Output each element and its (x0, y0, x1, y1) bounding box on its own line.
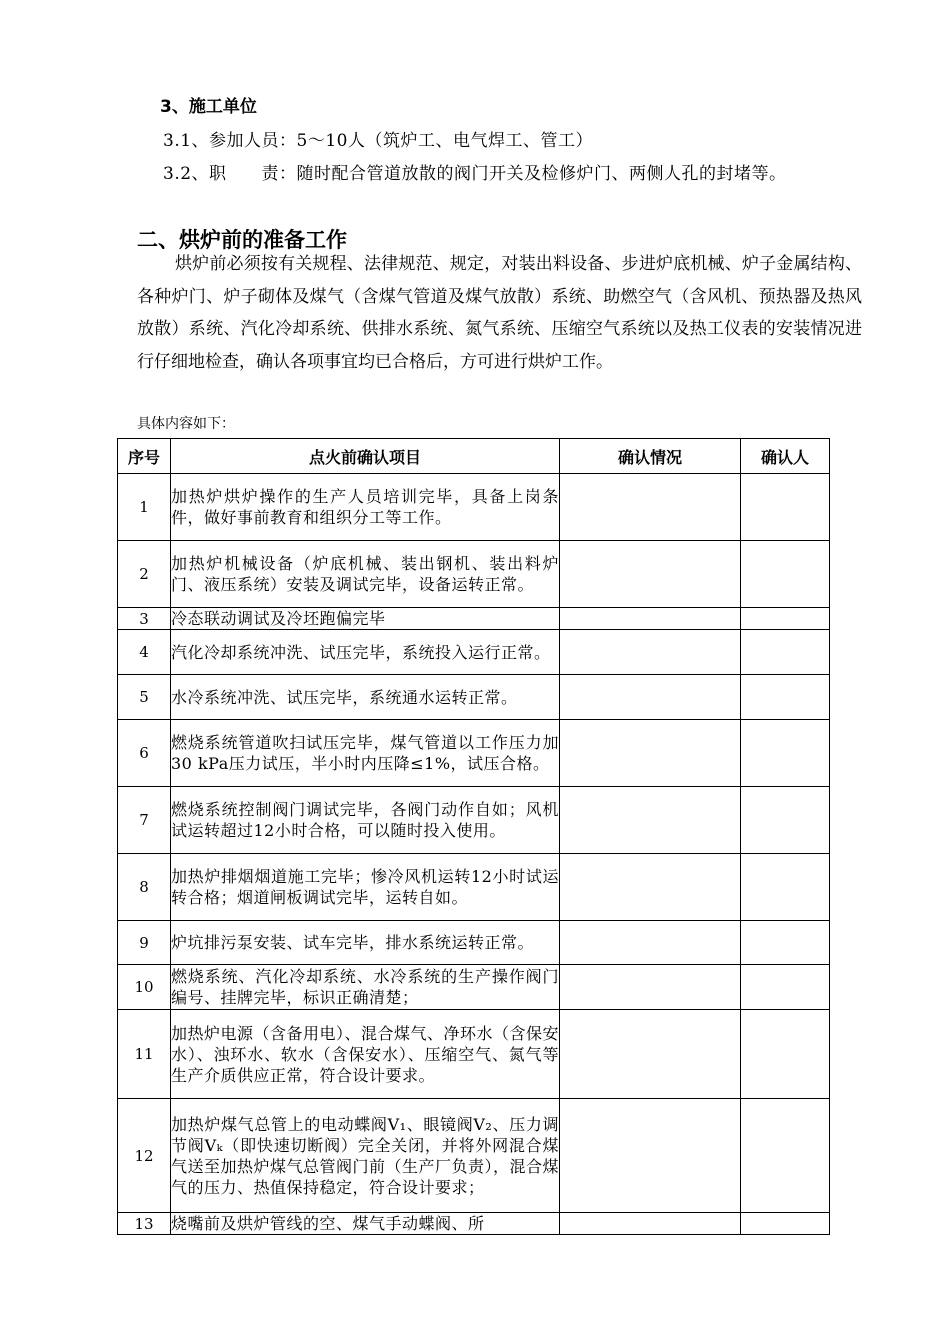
participants-line: 3.1、参加人员：5～10人（筑炉工、电气焊工、管工） (163, 131, 593, 151)
row-confirmer-cell[interactable] (741, 541, 830, 608)
row-status-cell[interactable] (560, 854, 741, 921)
row-number: 3 (118, 608, 171, 630)
row-item: 燃烧系统控制阀门调试完毕，各阀门动作自如；风机试运转超过12小时合格，可以随时投入使用。 (171, 787, 560, 854)
row-confirmer-cell[interactable] (741, 630, 830, 675)
row-status-cell[interactable] (560, 1213, 741, 1235)
section-heading-construction-unit: 3、施工单位 (160, 97, 257, 117)
row-item: 水冷系统冲洗、试压完毕，系统通水运转正常。 (171, 675, 560, 720)
row-number: 9 (118, 921, 171, 965)
row-status-cell[interactable] (560, 965, 741, 1010)
row-confirmer-cell[interactable] (741, 965, 830, 1010)
row-number: 11 (118, 1010, 171, 1099)
responsibilities-line: 3.2、职 责：随时配合管道放散的阀门开关及检修炉门、两侧人孔的封堵等。 (163, 164, 787, 184)
preparation-paragraph: 烘炉前必须按有关规程、法律规范、规定，对装出料设备、步进炉底机械、炉子金属结构、各种炉门、炉子砌体及煤气（含煤气管道及煤气放散）系统、助燃空气（含风机、预热器及热风放散）系统、汽化冷却系统、供排水系统、氮气系统、压缩空气系统以及热工仪表的安装情况进行仔细地检查，确认各项事宜均已合格后，方可进行烘炉工作。 (137, 254, 862, 372)
row-confirmer-cell[interactable] (741, 921, 830, 965)
table-row (118, 921, 830, 965)
row-confirmer-cell[interactable] (741, 720, 830, 787)
row-confirmer-cell[interactable] (741, 787, 830, 854)
section-heading-preparation: 二、烘炉前的准备工作 (137, 228, 347, 252)
row-status-cell[interactable] (560, 921, 741, 965)
row-confirmer-cell[interactable] (741, 1213, 830, 1235)
row-item: 加热炉烘炉操作的生产人员培训完毕，具备上岗条件，做好事前教育和组织分工等工作。 (171, 474, 560, 541)
row-item: 冷态联动调试及冷坯跑偏完毕 (171, 608, 560, 630)
row-status-cell[interactable] (560, 474, 741, 541)
row-number: 10 (118, 965, 171, 1010)
row-item: 炉坑排污泵安装、试车完毕，排水系统运转正常。 (171, 921, 560, 965)
header-status: 确认情况 (560, 439, 741, 474)
row-number: 7 (118, 787, 171, 854)
row-number: 4 (118, 630, 171, 675)
row-status-cell[interactable] (560, 787, 741, 854)
row-confirmer-cell[interactable] (741, 854, 830, 921)
row-number: 6 (118, 720, 171, 787)
row-item: 燃烧系统管道吹扫试压完毕，煤气管道以工作压力加30 kPa压力试压，半小时内压降≤1%，试压合格。 (171, 720, 560, 787)
row-confirmer-cell[interactable] (741, 1099, 830, 1213)
row-status-cell[interactable] (560, 608, 741, 630)
header-confirmer: 确认人 (741, 439, 830, 474)
table-row (118, 854, 830, 921)
row-item: 烧嘴前及烘炉管线的空、煤气手动蝶阀、所 (171, 1213, 560, 1235)
row-number: 1 (118, 474, 171, 541)
table-row (118, 675, 830, 720)
row-confirmer-cell[interactable] (741, 474, 830, 541)
row-number: 8 (118, 854, 171, 921)
row-number: 2 (118, 541, 171, 608)
row-confirmer-cell[interactable] (741, 1010, 830, 1099)
row-status-cell[interactable] (560, 1099, 741, 1213)
row-item: 加热炉电源（含备用电）、混合煤气、净环水（含保安水）、浊环水、软水（含保安水）、压缩空气、氮气等生产介质供应正常，符合设计要求。 (171, 1010, 560, 1099)
table-row (118, 787, 830, 854)
row-number: 12 (118, 1099, 171, 1213)
table-row (118, 608, 830, 630)
row-item: 加热炉排烟烟道施工完毕；惨冷风机运转12小时试运转合格；烟道闸板调试完毕，运转自如。 (171, 854, 560, 921)
header-serial: 序号 (118, 439, 171, 474)
row-number: 13 (118, 1213, 171, 1235)
row-number: 5 (118, 675, 171, 720)
confirmation-table (117, 438, 830, 1235)
row-status-cell[interactable] (560, 720, 741, 787)
row-item: 汽化冷却系统冲洗、试压完毕，系统投入运行正常。 (171, 630, 560, 675)
row-item: 加热炉煤气总管上的电动蝶阀V₁、眼镜阀V₂、压力调节阀Vₖ（即快速切断阀）完全关闭，并将外网混合煤气送至加热炉煤气总管阀门前（生产厂负责），混合煤气的压力、热值保持稳定，符合设计要求； (171, 1099, 560, 1213)
row-status-cell[interactable] (560, 630, 741, 675)
table-row (118, 630, 830, 675)
row-status-cell[interactable] (560, 541, 741, 608)
table-row (118, 720, 830, 787)
row-confirmer-cell[interactable] (741, 675, 830, 720)
table-row (118, 474, 830, 541)
table-row (118, 1010, 830, 1099)
row-status-cell[interactable] (560, 1010, 741, 1099)
row-item: 加热炉机械设备（炉底机械、装出钢机、装出料炉门、液压系统）安装及调试完毕，设备运转正常。 (171, 541, 560, 608)
row-item: 燃烧系统、汽化冷却系统、水冷系统的生产操作阀门编号、挂牌完毕，标识正确清楚； (171, 965, 560, 1010)
table-row (118, 1099, 830, 1213)
row-status-cell[interactable] (560, 675, 741, 720)
table-row (118, 1213, 830, 1235)
details-note: 具体内容如下： (137, 416, 235, 432)
table-row (118, 965, 830, 1010)
header-item: 点火前确认项目 (171, 439, 560, 474)
table-header-row (118, 439, 830, 474)
row-confirmer-cell[interactable] (741, 608, 830, 630)
table-row (118, 541, 830, 608)
